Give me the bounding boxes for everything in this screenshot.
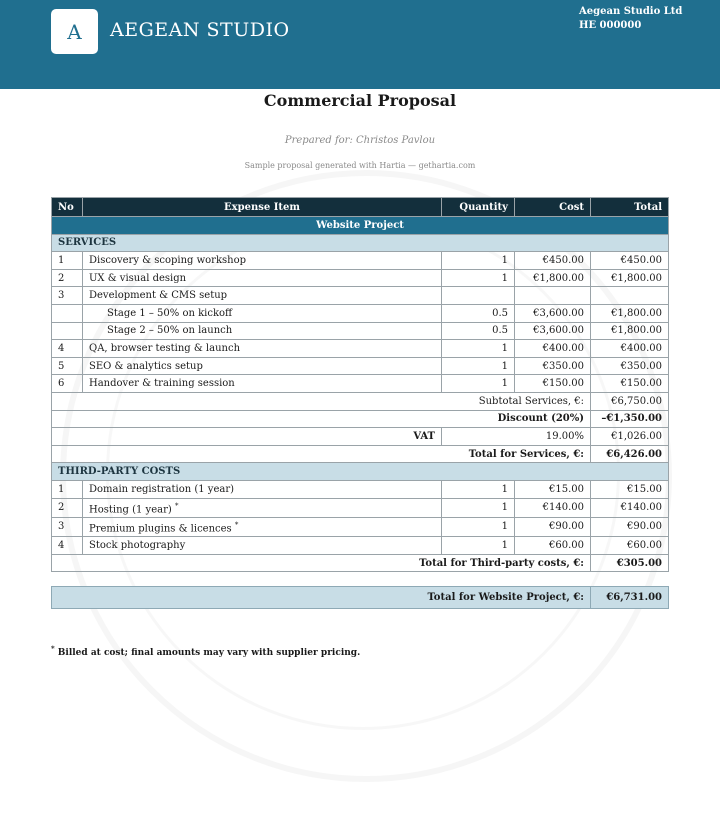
logo-letter: A bbox=[67, 19, 82, 44]
group-row-services bbox=[52, 234, 669, 252]
cell-cost-text: €140.00 bbox=[542, 502, 584, 514]
subtotal-label: Subtotal Services, €: bbox=[52, 392, 591, 410]
cell-no-text: 2 bbox=[58, 502, 65, 514]
table-row bbox=[52, 498, 669, 517]
cell-total-text: €350.00 bbox=[620, 360, 662, 372]
section-row bbox=[52, 217, 669, 235]
cell-no-text: 2 bbox=[58, 272, 65, 284]
cell-no bbox=[52, 357, 83, 375]
cell-quantity-text: 1 bbox=[501, 378, 508, 390]
generated-note: Sample proposal generated with Hartia — gethartia.com bbox=[244, 161, 476, 170]
cell-cost-text: €150.00 bbox=[542, 378, 584, 390]
cell-no bbox=[52, 498, 83, 517]
group-title-third-party: THIRD-PARTY COSTS bbox=[52, 463, 669, 481]
cell-item-text: QA, browser testing & launch bbox=[89, 342, 241, 354]
services-total-row bbox=[52, 445, 669, 463]
cell-item bbox=[83, 269, 442, 287]
footnote-mark: * bbox=[51, 644, 55, 653]
cell-quantity bbox=[442, 340, 515, 358]
cell-cost bbox=[515, 340, 591, 358]
cell-item bbox=[83, 287, 442, 305]
cell-item bbox=[83, 480, 442, 498]
cell-total-text: €1,800.00 bbox=[611, 307, 662, 319]
cell-no bbox=[52, 517, 83, 536]
cell-no-text: 1 bbox=[58, 483, 65, 495]
table-row bbox=[52, 304, 669, 322]
cell-cost-text: €1,800.00 bbox=[533, 272, 584, 284]
cell-no-text: 4 bbox=[58, 539, 65, 551]
table-row bbox=[52, 375, 669, 393]
col-header-total: Total bbox=[591, 198, 669, 217]
cell-total-text: €90.00 bbox=[627, 521, 662, 533]
table-row bbox=[52, 269, 669, 287]
cell-cost-text: €60.00 bbox=[549, 539, 584, 551]
grand-total-label: Total for Website Project, €: bbox=[52, 587, 591, 609]
col-header-no: No bbox=[52, 198, 83, 217]
footnote bbox=[51, 644, 360, 658]
cell-item bbox=[83, 517, 442, 536]
cell-cost-text: €15.00 bbox=[549, 483, 584, 495]
cell-cost bbox=[515, 287, 591, 305]
cell-quantity bbox=[442, 517, 515, 536]
cell-cost-text: €3,600.00 bbox=[533, 307, 584, 319]
cell-item-text: Stage 1 – 50% on kickoff bbox=[107, 307, 233, 319]
document-title: Commercial Proposal bbox=[263, 91, 457, 110]
cell-quantity-text: 1 bbox=[501, 502, 508, 514]
cell-quantity-text: 1 bbox=[501, 272, 508, 284]
cell-item-text: Domain registration (1 year) bbox=[89, 483, 234, 495]
cost-mark: * bbox=[174, 501, 179, 510]
table-row bbox=[52, 537, 669, 555]
company-info bbox=[579, 5, 682, 33]
cell-item-text: Stock photography bbox=[89, 539, 186, 551]
cell-cost-text: €400.00 bbox=[542, 342, 584, 354]
cell-quantity-text: 0.5 bbox=[492, 325, 508, 337]
cell-total-text: €1,800.00 bbox=[611, 325, 662, 337]
cell-quantity-text: 0.5 bbox=[492, 307, 508, 319]
discount-value: –€1,350.00 bbox=[591, 410, 669, 428]
company-name: Aegean Studio Ltd bbox=[579, 6, 683, 17]
brand-name: AEGEAN STUDIO bbox=[110, 19, 290, 41]
cell-quantity bbox=[442, 480, 515, 498]
cell-quantity-text: 1 bbox=[501, 254, 508, 266]
third-party-total-value: €305.00 bbox=[591, 554, 669, 572]
cell-quantity-text: 1 bbox=[501, 521, 508, 533]
cell-cost-text: €450.00 bbox=[542, 254, 584, 266]
group-title-services: SERVICES bbox=[52, 234, 669, 252]
cell-item-text: SEO & analytics setup bbox=[89, 360, 203, 372]
third-party-total-label: Total for Third-party costs, €: bbox=[52, 554, 591, 572]
services-total-label: Total for Services, €: bbox=[52, 445, 591, 463]
cell-no bbox=[52, 304, 83, 322]
cell-item bbox=[83, 304, 442, 322]
group-row-third-party bbox=[52, 463, 669, 481]
cell-item-text: Development & CMS setup bbox=[89, 290, 228, 302]
services-total-value: €6,426.00 bbox=[591, 445, 669, 463]
cell-cost-text: €3,600.00 bbox=[533, 325, 584, 337]
cell-item bbox=[83, 375, 442, 393]
cell-cost bbox=[515, 537, 591, 555]
cell-item-text: Premium plugins & licences bbox=[89, 523, 232, 535]
table-row bbox=[52, 322, 669, 340]
cell-total bbox=[591, 537, 669, 555]
cell-no bbox=[52, 537, 83, 555]
cell-quantity bbox=[442, 357, 515, 375]
cell-quantity bbox=[442, 287, 515, 305]
col-header-quantity: Quantity bbox=[442, 198, 515, 217]
cell-quantity bbox=[442, 304, 515, 322]
grand-total-table bbox=[51, 586, 669, 609]
cell-total-text: €400.00 bbox=[620, 342, 662, 354]
cell-no bbox=[52, 287, 83, 305]
cell-item bbox=[83, 498, 442, 517]
col-header-item: Expense Item bbox=[83, 198, 442, 217]
logo-icon bbox=[51, 9, 98, 54]
cell-no bbox=[52, 375, 83, 393]
cell-item bbox=[83, 252, 442, 270]
cell-total bbox=[591, 375, 669, 393]
cell-no bbox=[52, 480, 83, 498]
cell-item bbox=[83, 357, 442, 375]
header-bar bbox=[0, 0, 720, 89]
cell-total bbox=[591, 287, 669, 305]
cell-cost bbox=[515, 252, 591, 270]
cell-no bbox=[52, 252, 83, 270]
cell-quantity-text: 1 bbox=[501, 539, 508, 551]
table-header-row bbox=[52, 198, 669, 217]
cell-cost bbox=[515, 517, 591, 536]
cell-total-text: €450.00 bbox=[620, 254, 662, 266]
grand-total-value: €6,731.00 bbox=[591, 587, 669, 609]
cell-item bbox=[83, 537, 442, 555]
prepared-for: Prepared for: Christos Pavlou bbox=[284, 135, 436, 146]
vat-label: VAT bbox=[52, 428, 442, 446]
third-party-total-row bbox=[52, 554, 669, 572]
cell-no-text: 4 bbox=[58, 342, 65, 354]
cell-no-text: 6 bbox=[58, 378, 65, 390]
cell-no-text: 3 bbox=[58, 521, 65, 533]
cell-total-text: €15.00 bbox=[627, 483, 662, 495]
table-row bbox=[52, 287, 669, 305]
cell-item-text: Hosting (1 year) bbox=[89, 503, 172, 515]
cell-quantity bbox=[442, 252, 515, 270]
discount-row bbox=[52, 410, 669, 428]
cell-no bbox=[52, 322, 83, 340]
cell-total bbox=[591, 304, 669, 322]
cell-cost bbox=[515, 480, 591, 498]
cell-no-text: 1 bbox=[58, 254, 65, 266]
section-title: Website Project bbox=[52, 217, 669, 235]
cell-cost bbox=[515, 304, 591, 322]
cell-total bbox=[591, 269, 669, 287]
cell-item bbox=[83, 322, 442, 340]
cell-quantity bbox=[442, 269, 515, 287]
cell-total bbox=[591, 357, 669, 375]
cell-item-text: Handover & training session bbox=[89, 378, 235, 390]
cell-no bbox=[52, 269, 83, 287]
footnote-text: Billed at cost; final amounts may vary with supplier pricing. bbox=[54, 648, 361, 658]
cell-cost bbox=[515, 498, 591, 517]
cell-quantity bbox=[442, 375, 515, 393]
cell-cost-text: €350.00 bbox=[542, 360, 584, 372]
subtotal-row bbox=[52, 392, 669, 410]
cell-no-text: 3 bbox=[58, 290, 65, 302]
cell-no bbox=[52, 340, 83, 358]
cell-cost bbox=[515, 322, 591, 340]
cell-cost bbox=[515, 357, 591, 375]
cost-mark: * bbox=[234, 520, 239, 529]
table-row bbox=[52, 252, 669, 270]
vat-row bbox=[52, 428, 669, 446]
cell-total bbox=[591, 252, 669, 270]
table-row bbox=[52, 517, 669, 536]
cell-quantity bbox=[442, 322, 515, 340]
proposal-table bbox=[51, 197, 669, 572]
cell-quantity-text: 1 bbox=[501, 360, 508, 372]
table-row bbox=[52, 480, 669, 498]
cell-total bbox=[591, 480, 669, 498]
cell-no-text: 5 bbox=[58, 360, 65, 372]
cell-total-text: €60.00 bbox=[627, 539, 662, 551]
cell-item bbox=[83, 340, 442, 358]
cell-item-text: UX & visual design bbox=[89, 272, 187, 284]
cell-cost bbox=[515, 375, 591, 393]
cell-total bbox=[591, 498, 669, 517]
discount-label: Discount (20%) bbox=[52, 410, 591, 428]
grand-total-row bbox=[52, 587, 669, 609]
vat-rate: 19.00% bbox=[442, 428, 591, 446]
cell-total-text: €140.00 bbox=[620, 502, 662, 514]
cell-quantity bbox=[442, 498, 515, 517]
cell-total bbox=[591, 340, 669, 358]
cell-cost bbox=[515, 269, 591, 287]
subtotal-value: €6,750.00 bbox=[591, 392, 669, 410]
cell-quantity-text: 1 bbox=[501, 342, 508, 354]
cell-total bbox=[591, 517, 669, 536]
cell-quantity bbox=[442, 537, 515, 555]
cell-item-text: Discovery & scoping workshop bbox=[89, 254, 247, 266]
cell-total-text: €150.00 bbox=[620, 378, 662, 390]
cell-item-text: Stage 2 – 50% on launch bbox=[107, 325, 233, 337]
company-registration: HE 000000 bbox=[579, 20, 642, 31]
cell-cost-text: €90.00 bbox=[549, 521, 584, 533]
vat-value: €1,026.00 bbox=[591, 428, 669, 446]
cell-quantity-text: 1 bbox=[501, 483, 508, 495]
cell-total-text: €1,800.00 bbox=[611, 272, 662, 284]
table-row bbox=[52, 340, 669, 358]
table-row bbox=[52, 357, 669, 375]
col-header-cost: Cost bbox=[515, 198, 591, 217]
cell-total bbox=[591, 322, 669, 340]
